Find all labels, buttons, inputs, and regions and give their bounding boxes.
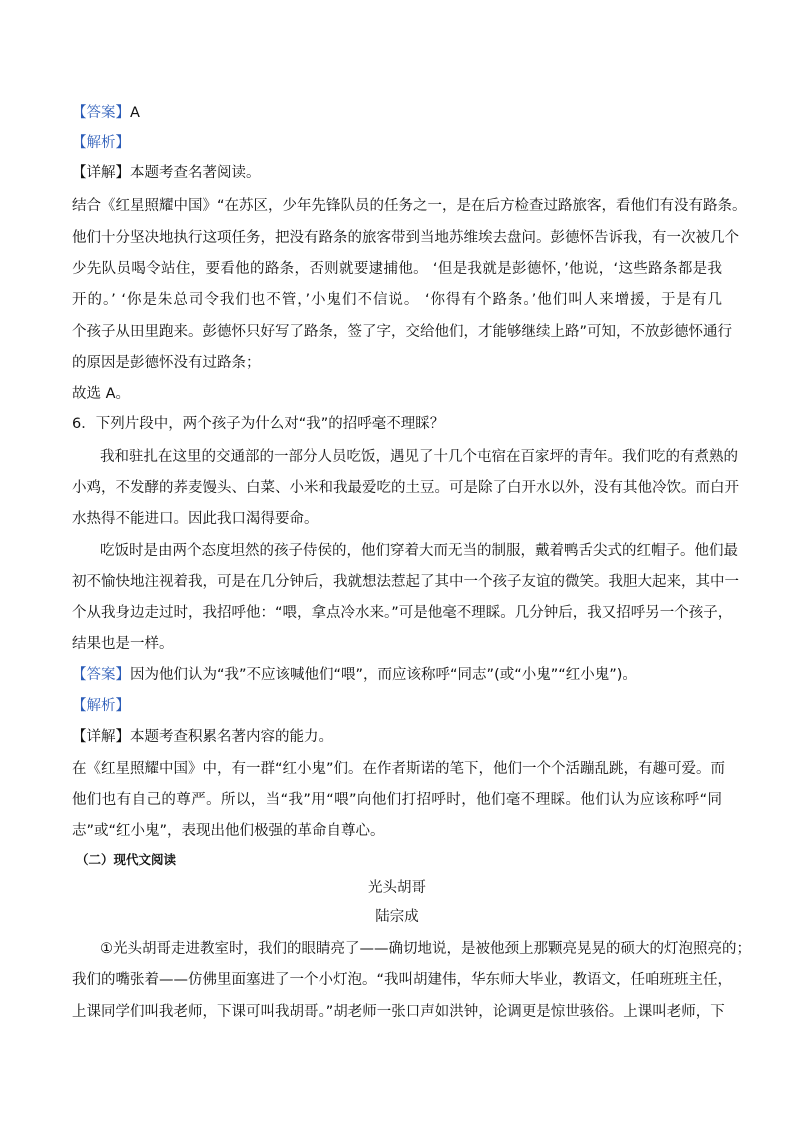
q6-body-line: 他们也有自己的尊严。所以，当“我”用“喂”向他们打招呼时，他们毫不理睬。他们认为应该称呼“同: [72, 792, 722, 808]
q5-body-line: 少先队员喝令站住，要看他的路条，否则就要逮捕他。 ‘但是我就是彭德怀，’他说，‘这些路条都是我: [72, 261, 722, 277]
q6-passage-line: 个从我身边走过时，我招呼他：“喂，拿点冷水来。”可是他毫不理睬。几分钟后，我又招呼另一个孩子，: [72, 605, 733, 621]
q5-body-line: 的原因是彭德怀没有过路条；: [72, 355, 261, 371]
q6-passage-line: 水热得不能进口。因此我口渴得要命。: [72, 511, 319, 527]
q5-body-line: 开的。’ ‘你是朱总司令我们也不管，’小鬼们不信说。 ‘你得有个路条。’他们叫人来增援，于是有几: [72, 292, 722, 308]
q6-passage-line: 小鸡，不发酵的荞麦馒头、白菜、小米和我最爱吃的土豆。可是除了白开水以外，没有其他冷饮。而白开: [72, 480, 739, 496]
q6-answer-line: [72, 665, 722, 685]
q5-conclusion: 故选 A。: [72, 386, 131, 402]
q6-passage-line: 吃饭时是由两个态度坦然的孩子侍侯的，他们穿着大而无当的制服，戴着鸭舌尖式的红帽子。他们最: [100, 543, 738, 559]
article-line: ①光头胡哥走进教室时，我们的眼睛亮了——确切地说，是被他颈上那颗亮晃晃的硕大的灯泡照亮的；: [100, 941, 751, 957]
q5-answer-line: [72, 103, 722, 123]
detail-tag: 【详解】: [72, 729, 130, 745]
answer-text: 因为他们认为“我”不应该喊他们“喂”，而应该称呼“同志”(或“小鬼”“红小鬼”)。: [130, 667, 637, 683]
detail-text: 本题考查名著阅读。: [130, 165, 261, 181]
q5-body-line: 个孩子从田里跑来。彭德怀只好写了路条，签了字，交给他们，才能够继续上路”可知，不放彭德怀通行: [72, 324, 733, 340]
analysis-tag: 【解析】: [72, 135, 130, 151]
q6-question: 6．下列片段中，两个孩子为什么对“我”的招呼毫不理睬？: [72, 416, 445, 432]
article-author: 陆宗成: [375, 909, 419, 925]
q6-body-line: 在《红星照耀中国》中，有一群“红小鬼”们。在作者斯诺的笔下，他们一个个活蹦乱跳，有趣可爱。而: [72, 761, 726, 777]
q6-passage-line: 我和驻扎在这里的交通部的一部分人员吃饭，遇见了十几个屯宿在百家坪的青年。我们吃的有煮熟的: [100, 449, 738, 465]
detail-tag: 【详解】: [72, 165, 130, 181]
article-line: 我们的嘴张着——仿佛里面塞进了一个小灯泡。“我叫胡建伟，华东师大毕业，教语文，任咱班班主任，: [72, 972, 733, 988]
article-line: 上课同学们叫我老师，下课可叫我胡哥。”胡老师一张口声如洪钟，论调更是惊世骇俗。上课叫老师，下: [72, 1004, 725, 1020]
q6-passage-line: 结果也是一样。: [72, 636, 174, 652]
q6-passage-line: 初不愉快地注视着我，可是在几分钟后，我就想法惹起了其中一个孩子友谊的微笑。我胆大起来，其中一: [72, 574, 739, 590]
answer-tag: 【答案】: [72, 105, 130, 121]
q5-body-line: 结合《红星照耀中国》“在苏区，少年先锋队员的任务之一，是在后方检查过路旅客，看他们有没有路条。: [72, 198, 747, 214]
q5-body-line: 他们十分坚决地执行这项任务，把没有路条的旅客带到当地苏维埃去盘问。彭德怀告诉我，有一次被几个: [72, 230, 739, 246]
section-heading: （二）现代文阅读: [76, 852, 177, 867]
analysis-tag: 【解析】: [72, 698, 130, 714]
answer-value: A: [130, 105, 140, 121]
q6-body-line: 志”或“红小鬼”，表现出他们极强的革命自尊心。: [72, 823, 385, 839]
q5-detail-line: [72, 163, 722, 183]
detail-text: 本题考查积累名著内容的能力。: [130, 729, 333, 745]
article-title: 光头胡哥: [368, 880, 426, 896]
q6-detail-line: [72, 727, 722, 747]
answer-tag: 【答案】: [72, 667, 130, 683]
